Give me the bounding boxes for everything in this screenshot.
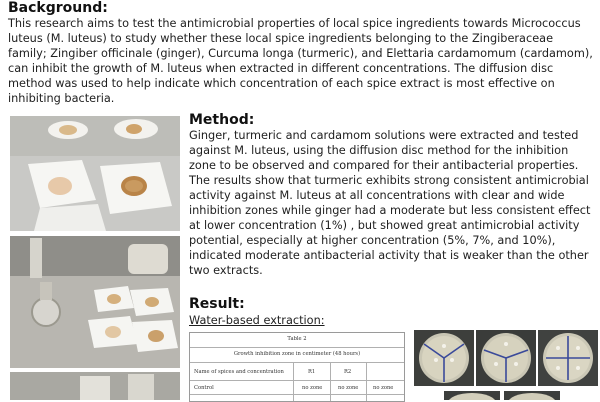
- method-heading: Method:: [189, 112, 255, 128]
- lab-bench-photo-bottom: [10, 372, 180, 400]
- table-title: Growth inhibition zone in centimeter (48 hours): [233, 351, 361, 357]
- petri-dish-photo-4: [444, 388, 500, 400]
- petri-dish-photo-2: [476, 330, 536, 386]
- table-col-r2: R2: [344, 369, 352, 375]
- water-extraction-subheading: Water-based extraction:: [189, 314, 325, 327]
- petri-dish-photo-1: [414, 330, 474, 386]
- background-paragraph: This research aims to test the antimicrobial properties of local spice ingredients towards Micrococcus luteus (M. luteus) to study whether these local spice ingredients belonging to the Zingiberaceae family; Zingiber officinale (ginger), Curcuma longa (turmeric), and Elettaria cardamomum (cardamom), can inhibit the growth of M. luteus when extracted in different concentrations. The diffusion disc method was used to help indicate which concentration of each spice extract is most effective on inhibiting bacteria.: [8, 17, 593, 105]
- table-caption: Table 2: [287, 336, 307, 342]
- table-row-label: Control: [194, 385, 214, 391]
- petri-dish-photo-5: [504, 388, 560, 400]
- table-cell-r1: no zone: [302, 385, 323, 391]
- table-col-r1: R1: [308, 369, 316, 375]
- table-cell-r2: no zone: [338, 385, 359, 391]
- result-heading: Result:: [189, 296, 245, 312]
- inhibition-zone-table: [189, 332, 405, 402]
- petri-dish-photo-3: [538, 330, 598, 386]
- spice-extract-bowls-photo: [10, 116, 180, 231]
- table-cell-r3: no zone: [373, 385, 394, 391]
- lab-bench-photo: [10, 236, 180, 368]
- background-heading: Background:: [8, 0, 108, 16]
- table-col-name: Name of spices and concentration: [194, 369, 284, 375]
- method-paragraph: Ginger, turmeric and cardamom solutions were extracted and tested against M. luteus, using the diffusion disc method for the inhibition zone to be observed and compared for their antibacterial properties. The results show that turmeric exhibits strong consistent antimicrobial activity against M. luteus at all concentrations with clear and wide inhibition zones while ginger had a moderate but less consistent effect at lower concentration (1%) , but showed great antimicrobial activity potential, especially at higher concentration (5%, 7%, and 10%), indicated moderate antibacterial activity that is weaker than the other two extracts.: [189, 129, 591, 277]
